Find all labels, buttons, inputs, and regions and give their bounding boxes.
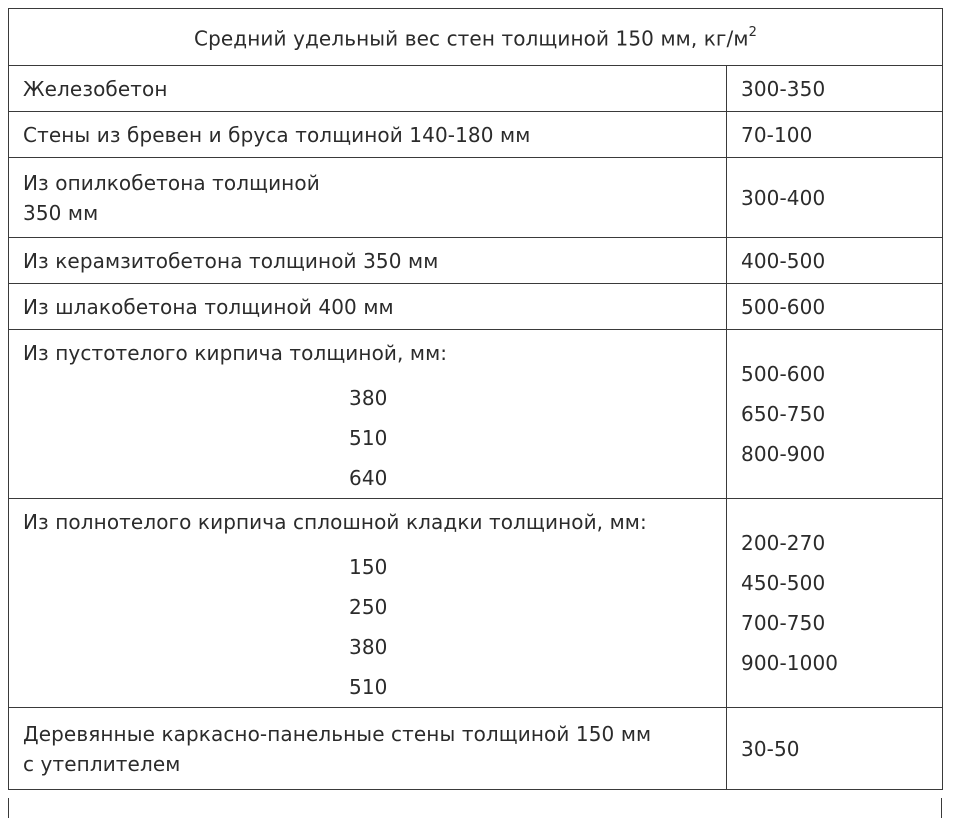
row-value: 300-350 bbox=[727, 66, 943, 112]
table-title-text: Средний удельный вес стен толщиной 150 мм, кг/м bbox=[194, 26, 749, 51]
thickness-item: 150 bbox=[349, 555, 388, 579]
row-name-line: 350 мм bbox=[23, 200, 99, 225]
thickness-item: 510 bbox=[349, 426, 388, 450]
table-row bbox=[9, 708, 943, 790]
row-name-line: с утеплителем bbox=[23, 751, 181, 776]
thickness-item: 510 bbox=[349, 675, 388, 699]
row-value: 30-50 bbox=[727, 708, 943, 790]
table-row bbox=[9, 330, 943, 499]
row-name bbox=[9, 158, 727, 238]
row-name-line: Из опилкобетона толщиной bbox=[23, 170, 320, 195]
row-name: Из шлакобетона толщиной 400 мм bbox=[9, 284, 727, 330]
table-row bbox=[9, 66, 943, 112]
row-name-line: Из пустотелого кирпича толщиной, мм: bbox=[23, 341, 448, 365]
wall-weight-table bbox=[8, 8, 943, 790]
table-row bbox=[9, 158, 943, 238]
row-name bbox=[9, 708, 727, 790]
table-row bbox=[9, 284, 943, 330]
thickness-item: 380 bbox=[349, 635, 388, 659]
value-list bbox=[741, 523, 942, 683]
thickness-item: 640 bbox=[349, 466, 388, 490]
thickness-item: 250 bbox=[349, 595, 388, 619]
row-value bbox=[727, 330, 943, 499]
row-name-line: Из полнотелого кирпича сплошной кладки толщиной, мм: bbox=[23, 510, 647, 534]
value-list bbox=[741, 354, 942, 474]
value-item: 500-600 bbox=[741, 362, 826, 386]
row-name-line: Деревянные каркасно-панельные стены толщиной 150 мм bbox=[23, 721, 652, 746]
row-name bbox=[9, 330, 727, 499]
value-item: 450-500 bbox=[741, 571, 826, 595]
value-item: 200-270 bbox=[741, 531, 826, 555]
value-item: 800-900 bbox=[741, 442, 826, 466]
row-name: Железобетон bbox=[9, 66, 727, 112]
thickness-item: 380 bbox=[349, 386, 388, 410]
row-value: 400-500 bbox=[727, 238, 943, 284]
row-value bbox=[727, 499, 943, 708]
row-name: Стены из бревен и бруса толщиной 140-180 мм bbox=[9, 112, 727, 158]
table-row bbox=[9, 238, 943, 284]
table-title-superscript: 2 bbox=[748, 25, 757, 41]
row-name bbox=[9, 499, 727, 708]
table-row bbox=[9, 112, 943, 158]
value-item: 900-1000 bbox=[741, 651, 839, 675]
value-item: 650-750 bbox=[741, 402, 826, 426]
thickness-list bbox=[23, 547, 718, 707]
table-title bbox=[9, 9, 943, 66]
table-continuation bbox=[8, 798, 942, 818]
row-value: 70-100 bbox=[727, 112, 943, 158]
thickness-list bbox=[23, 378, 718, 498]
table-row bbox=[9, 499, 943, 708]
value-item: 700-750 bbox=[741, 611, 826, 635]
row-value: 300-400 bbox=[727, 158, 943, 238]
row-value: 500-600 bbox=[727, 284, 943, 330]
row-name: Из керамзитобетона толщиной 350 мм bbox=[9, 238, 727, 284]
table-header-row bbox=[9, 9, 943, 66]
